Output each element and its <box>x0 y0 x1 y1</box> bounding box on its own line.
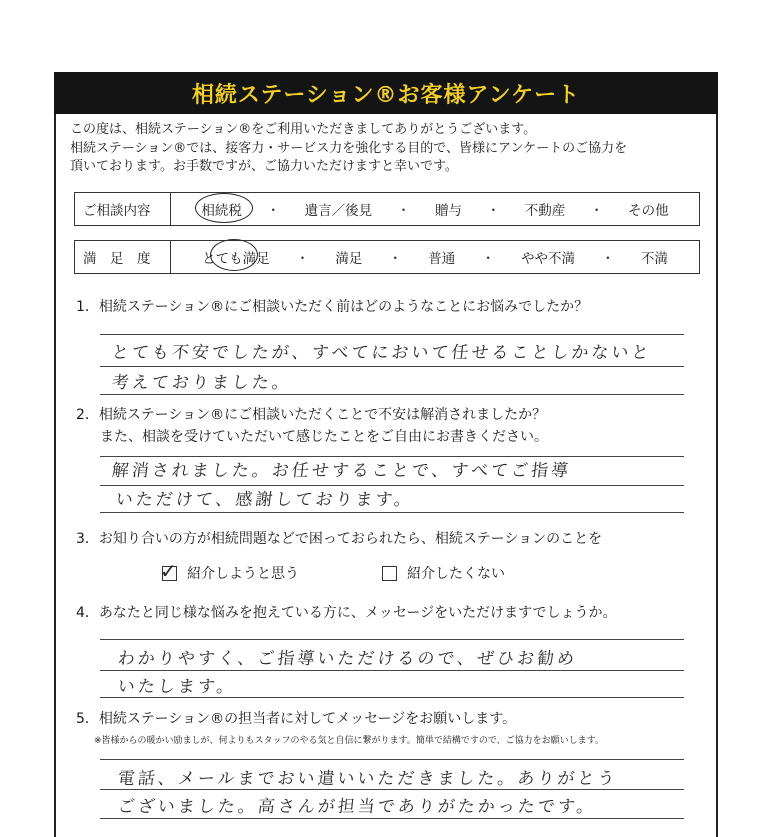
consult-option-real-estate[interactable]: 不動産 <box>524 203 566 219</box>
not-recommend-label: 紹介したくない <box>407 566 505 582</box>
title-band <box>54 72 718 114</box>
answer-1-line-2: 考えておりました。 <box>110 373 293 393</box>
not-recommend-checkbox[interactable] <box>382 566 397 581</box>
ruled-line <box>100 818 684 819</box>
separator: ・ <box>589 203 604 219</box>
question-5: 5．相続ステーション®の担当者に対してメッセージをお願いします。 <box>76 711 517 727</box>
question-4: 4．あなたと同じ様な悩みを抱えている方に、メッセージをいただけますでしょうか。 <box>76 605 617 621</box>
satisfaction-option-satisfied[interactable]: 満足 <box>335 251 363 267</box>
intro-line: この度は、相続ステーション®をご利用いただきましてありがとうございます。 <box>70 122 537 137</box>
separator: ・ <box>266 203 280 219</box>
question-3: 3．お知り合いの方が相続問題などで困っておられたら、相続ステーションのことを <box>76 531 603 547</box>
separator: ・ <box>396 203 411 219</box>
consult-options <box>171 199 699 219</box>
separator: ・ <box>601 251 615 267</box>
answer-4-line-2: いたします。 <box>116 677 238 697</box>
ruled-line <box>100 394 684 395</box>
separator: ・ <box>295 251 310 267</box>
consult-label: ご相談内容 <box>75 193 171 225</box>
answer-1-line-1: とても不安でしたが、すべてにおいて任せることしかないと <box>110 343 653 363</box>
ruled-line <box>100 334 684 335</box>
recommend-checkbox[interactable] <box>160 558 177 583</box>
selected-circle <box>195 193 253 223</box>
ruled-line <box>100 759 684 760</box>
satisfaction-row <box>74 240 700 274</box>
ruled-line <box>100 366 684 367</box>
option-not-recommend[interactable] <box>382 563 505 583</box>
answer-5-line-1: 電話、メールまでおい遣いいただきました。ありがとう <box>116 769 619 789</box>
satisfaction-option-dissatisfied[interactable]: 不満 <box>640 251 668 267</box>
answer-2-line-2: いただけて、感謝しております。 <box>114 490 416 510</box>
intro-line: 相続ステーション®では、接客力・サービス力を強化する目的で、皆様にアンケートのご協力を <box>70 140 628 156</box>
form-title: 相続ステーション®お客様アンケート <box>191 82 581 108</box>
consult-option-inheritance-tax[interactable]: 相続税 <box>201 199 242 219</box>
ruled-line <box>100 697 684 698</box>
intro-line: 頂いております。お手数ですが、ご協力いただけますと幸いです。 <box>70 159 458 174</box>
recommend-label: 紹介しようと思う <box>187 566 299 582</box>
satisfaction-option-very-satisfied[interactable]: とても満足 <box>202 247 270 267</box>
ruled-line <box>100 639 684 640</box>
option-recommend[interactable] <box>160 558 299 583</box>
note-text: ※皆様からの暖かい励ましが、何よりもスタッフのやる気と自信に繋がります。簡単で結構ですので、ご協力をお願いします。 <box>94 736 604 746</box>
intro-text <box>70 121 710 177</box>
consult-option-other[interactable]: その他 <box>628 203 669 219</box>
separator: ・ <box>486 203 501 219</box>
answer-2-line-1: 解消されました。お任せすることで、すべてご指導 <box>110 461 573 481</box>
answer-5-line-2: ございました。高さんが担当でありがたかったです。 <box>116 797 598 817</box>
consult-row <box>74 192 700 226</box>
satisfaction-option-somewhat-dissatisfied[interactable]: やや不満 <box>521 251 576 267</box>
separator: ・ <box>388 251 403 267</box>
question-2: 2．相続ステーション®にご相談いただくことで不安は解消されましたか？ <box>76 407 547 423</box>
question-1: 1．相続ステーション®にご相談いただく前はどのようなことにお悩みでしたか？ <box>76 299 589 315</box>
answer-4-line-1: わかりやすく、ご指導いただけるので、ぜひお勧め <box>116 649 579 669</box>
consult-option-will[interactable]: 遺言／後見 <box>304 203 373 219</box>
separator: ・ <box>481 251 495 267</box>
question-2-sub: また、相談を受けていただいて感じたことをご自由にお書きください。 <box>100 429 548 445</box>
ruled-line <box>100 670 684 671</box>
satisfaction-option-neutral[interactable]: 普通 <box>428 251 456 267</box>
satisfaction-label: 満 足 度 <box>75 241 171 273</box>
ruled-line <box>100 512 684 513</box>
check-mark-icon: ✓ <box>160 558 177 583</box>
selected-circle <box>210 239 258 271</box>
consult-option-gift[interactable]: 贈与 <box>434 203 462 219</box>
satisfaction-options <box>171 247 699 267</box>
ruled-line <box>100 789 684 790</box>
